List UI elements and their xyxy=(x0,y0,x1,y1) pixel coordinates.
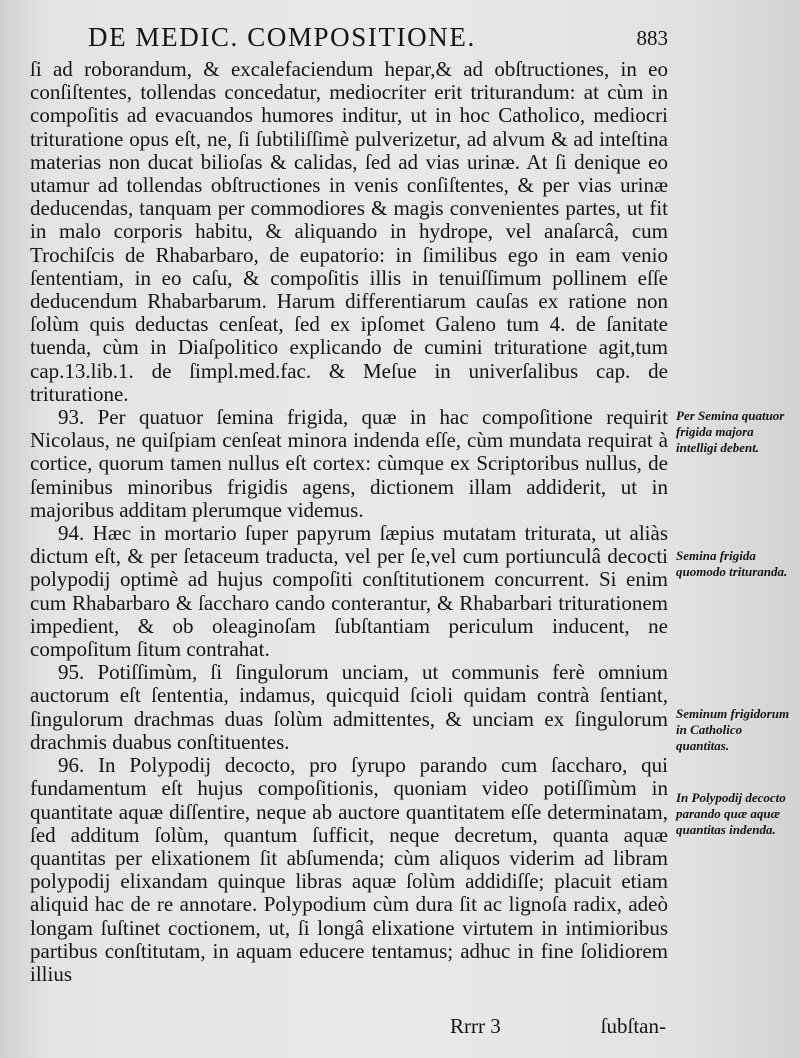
margin-note-quantitas: Seminum frigidorum in Catholico quantitas. xyxy=(676,706,790,753)
running-header xyxy=(88,22,668,56)
paragraph-text: Potiſſimùm, ſi ſingulorum unciam, ut communis ferè omnium auctorum eſt ſententia, indamus, quicquid ſcioli quidam contrà ſentiant, ſingulorum drachmas duas ſolùm admittentes, & unciam ex ſingulorum drachmis duabus conſtituentes. xyxy=(30,660,669,754)
margin-note-trituranda: Semina frigida quomodo trituranda. xyxy=(676,548,788,579)
paragraph-text: In Polypodij decocto, pro ſyrupo parando cum ſaccharo, qui fundamentum eſt hujus compoſitionis, quoniam video potiſſimùm in quantitate aquæ diſſentire, neque ab auctore quantitatem eſſe determinatam, ſed additum ſolùm, quantum ſufficit, neque decretum, quanta aquæ quantitas per elixationem ſit abſumenda; cùm aliquos viderim ad libram polypodij elixandam quinque libras aquæ ſolùm addidiſſe; placuit etiam aliquid hac de re annotare. Polypodium cùm dura ſit ac lignoſa radix, adeò longam ſuſtinet coctionem, ut, ſi longâ elixatione virtutem in intimioribus partibus conſtitutam, in aquam educere tentamus; adhuc in fine ſolidiorem illius xyxy=(30,753,669,986)
paragraph-number: 96. xyxy=(58,753,85,778)
paragraph-95 xyxy=(30,661,668,754)
signature-mark: Rrrr 3 xyxy=(450,1014,501,1038)
paragraph-number: 93. xyxy=(58,405,85,430)
main-text xyxy=(30,58,668,986)
paragraph-text: Per quatuor ſemina frigida, quæ in hac compoſitione requirit Nicolaus, ne quiſpiam cenſeat minora indenda eſſe, cùm mundata requirat à cortice, quorum tamen nullus eſt cortex: cùmque ex Scriptoribus nullus, de ſeminibus minoribus frigidis agens, dictionem illam addiderit, ut in majoribus additam plerumque videmus. xyxy=(30,405,669,522)
paragraph-93 xyxy=(30,406,668,522)
header-title: DE MEDIC. COMPOSITIONE. xyxy=(88,22,476,52)
paragraph-text: Hæc in mortario ſuper papyrum ſæpius mutatam triturata, ut aliàs dictum eſt, & per ſetaceum traducta, vel per ſe,vel cum portiunculâ decocti polypodij optimè ad hujus compoſiti conſtitutionem concurrent. Si enim cum Rhabarbaro & ſaccharo cando conterantur, & Rhabarbari triturationem impedient, & ob oleaginoſam ſubſtantiam periculum inducent, ne compoſitum ſitum contrahat. xyxy=(30,521,669,662)
paragraph-94 xyxy=(30,522,668,661)
page-number: 883 xyxy=(636,26,668,50)
intro-paragraph: ſi ad roborandum, & excalefaciendum hepar,& ad obſtructiones, in eo conſiſtentes, tollendas concedatur, mediocriter erit triturandum: at cùm in compoſitis ad evacuandos humores inditur, ut in hoc Catholico, mediocri trituratione opus eſt, ne, ſi ſubtiliſſimè pulverizetur, ad alvum & ad inteſtina materias non ducat bilioſas & calidas, ſed ad vias urinæ. At ſi denique eo utamur ad tollendas obſtructiones in venis conſiſtentes, & per vias urinæ deducendas, tanquam per commodiores & magis convenientes partes, ut fit in malo corporis habitu, & aliquando in hydrope, vel anaſarcâ, cum Trochiſcis de Rhabarbaro, de eupatorio: in ſimilibus ego in eam venio ſententiam, in eo caſu, & compoſitis illis in tenuiſſimum pollinem eſſe deducendum Rhabarbarum. Harum differentiarum cauſas ex ratione non ſolùm quis deductas cenſeat, ſed ex ipſomet Galeno tum 4. de ſanitate tuenda, cùm in Diaſpolitico explicando de cumini trituratione agit,tum cap.13.lib.1. de ſimpl.med.fac. & Meſue in univerſalibus cap. de trituratione. xyxy=(30,57,668,406)
margin-note-semina: Per Semina quatuor frigida majora intelligi debent. xyxy=(676,408,785,455)
catchword: ſubſtan- xyxy=(600,1014,666,1038)
paragraph-number: 95. xyxy=(58,660,85,685)
margin-note-polypodij: In Polypodij decocto parando quæ aquæ quantitas indenda. xyxy=(676,790,786,837)
paragraph-96 xyxy=(30,754,668,986)
paragraph-number: 94. xyxy=(58,521,85,546)
